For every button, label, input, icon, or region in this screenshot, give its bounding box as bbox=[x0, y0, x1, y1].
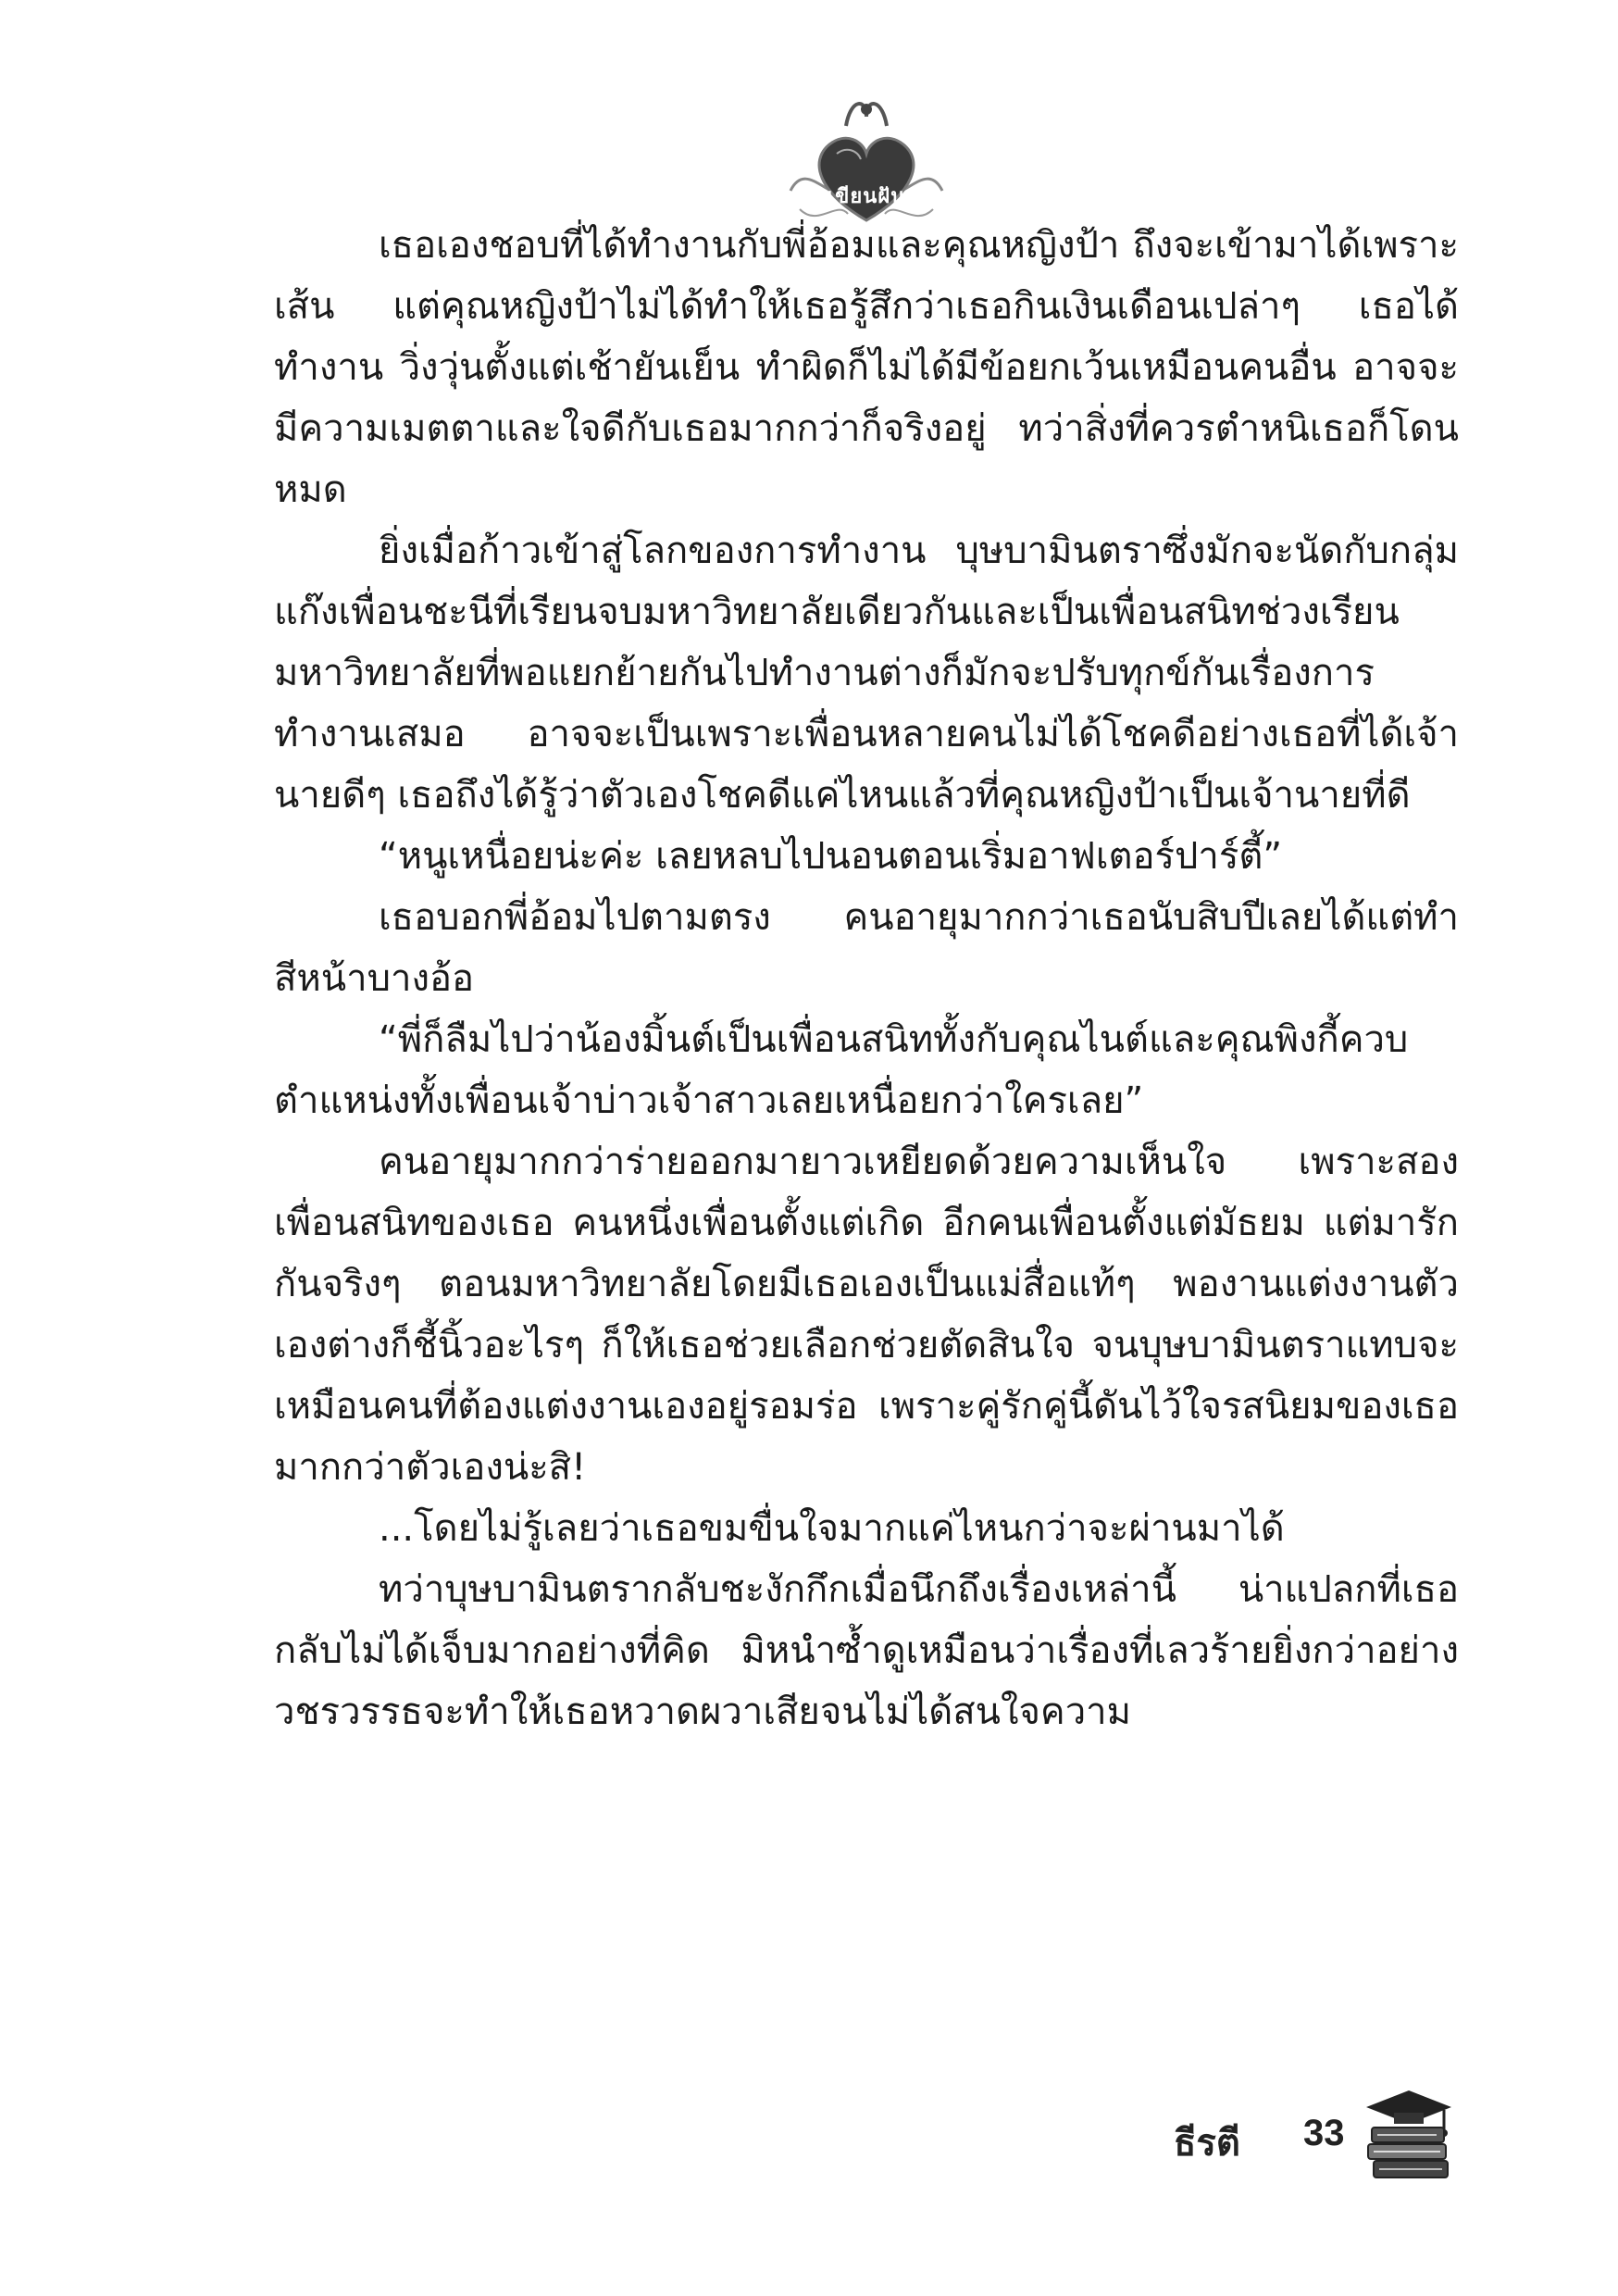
stacked-books-graduation-cap-icon bbox=[1363, 2087, 1455, 2189]
paragraph: เธอบอกพี่อ้อมไปตามตรง คนอายุมากกว่าเธอนับสิบปีเลยได้แต่ทำสีหน้าบางอ้อ bbox=[274, 896, 1459, 1000]
paragraph: ทว่าบุษบามินตรากลับชะงักกึกเมื่อนึกถึงเรื่องเหล่านี้ น่าแปลกที่เธอกลับไม่ได้เจ็บมากอย่างที่คิด มิหนำซ้ำดูเหมือนว่าเรื่องที่เลวร้ายยิ่งกว่าอย่างวชรวรรธจะทำให้เธอหวาดผวาเสียจนไม่ได้สนใจความ bbox=[274, 1568, 1459, 1733]
emblem-text: เขียนฝัน bbox=[827, 185, 906, 208]
paragraph: ...โดยไม่รู้เลยว่าเธอขมขื่นใจมากแค่ไหนกว่าจะผ่านมาได้ bbox=[379, 1507, 1285, 1550]
body-text bbox=[274, 215, 1459, 1742]
ornate-heart-emblem-icon bbox=[781, 89, 952, 228]
page-number: 33 bbox=[1303, 2113, 1345, 2153]
paragraph: คนอายุมากกว่าร่ายออกมายาวเหยียดด้วยความเห็นใจ เพราะสองเพื่อนสนิทของเธอ คนหนึ่งเพื่อนตั้งแต่เกิด อีกคนเพื่อนตั้งแต่มัธยม แต่มารักกันจริงๆ ตอนมหาวิทยาลัยโดยมีเธอเองเป็นแม่สื่อแท้ๆ พองานแต่งงานตัวเองต่างก็ชี้นิ้วอะไรๆ ก็ให้เธอช่วยเลือกช่วยตัดสินใจ จนบุษบามินตราแทบจะเหมือนคนที่ต้องแต่งงานเองอยู่รอมร่อ เพราะคู่รักคู่นี้ดันไว้ใจรสนิยมของเธอมากกว่าตัวเองน่ะสิ! bbox=[274, 1141, 1459, 1489]
paragraph: “พี่ก็ลืมไปว่าน้องมิ้นต์เป็นเพื่อนสนิททั้งกับคุณไนต์และคุณพิงกี้ควบตำแหน่งทั้งเพื่อนเจ้าบ่าวเจ้าสาวเลยเหนื่อยกว่าใครเลย” bbox=[274, 1018, 1409, 1122]
author-name: ธีรตี bbox=[1174, 2122, 1240, 2165]
page-footer bbox=[1174, 2087, 1433, 2198]
paragraph: “หนูเหนื่อยน่ะค่ะ เลยหลบไปนอนตอนเริ่มอาฟเตอร์ปาร์ตี้” bbox=[379, 835, 1283, 878]
paragraph: เธอเองชอบที่ได้ทำงานกับพี่อ้อมและคุณหญิงป้า ถึงจะเข้ามาได้เพราะเส้น แต่คุณหญิงป้าไม่ได้ทำให้เธอรู้สึกว่าเธอกินเงินเดือนเปล่าๆ เธอได้ทำงาน วิ่งวุ่นตั้งแต่เช้ายันเย็น ทำผิดก็ไม่ได้มีข้อยกเว้นเหมือนคนอื่น อาจจะมีความเมตตาและใจดีกับเธอมากกว่าก็จริงอยู่ ทว่าสิ่งที่ควรตำหนิเธอก็โดนหมด bbox=[274, 224, 1459, 511]
paragraph: ยิ่งเมื่อก้าวเข้าสู่โลกของการทำงาน บุษบามินตราซึ่งมักจะนัดกับกลุ่มแก๊งเพื่อนชะนีที่เรียนจบมหาวิทยาลัยเดียวกันและเป็นเพื่อนสนิทช่วงเรียนมหาวิทยาลัยที่พอแยกย้ายกันไปทำงานต่างก็มักจะปรับทุกข์กันเรื่องการทำงานเสมอ อาจจะเป็นเพราะเพื่อนหลายคนไม่ได้โชคดีอย่างเธอที่ได้เจ้านายดีๆ เธอถึงได้รู้ว่าตัวเองโชคดีแค่ไหนแล้วที่คุณหญิงป้าเป็นเจ้านายที่ดี bbox=[274, 530, 1459, 817]
